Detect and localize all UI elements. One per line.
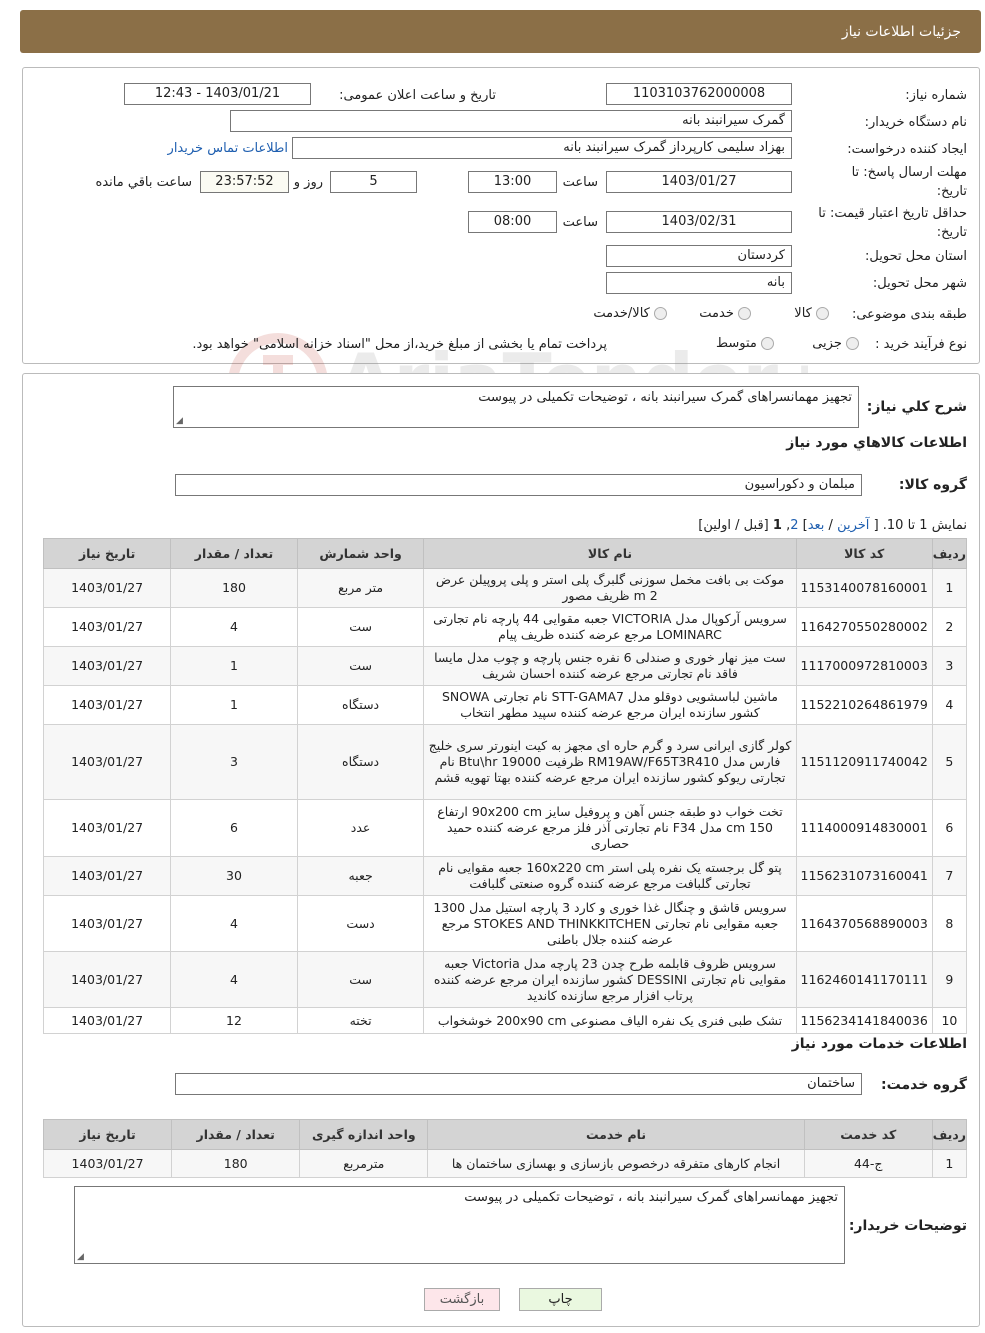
col-code: کد کالا [796, 539, 932, 569]
cell-code: ج-44 [804, 1150, 932, 1178]
col-quantity: تعداد / مقدار [171, 539, 297, 569]
cell-date: 1403/01/27 [44, 857, 171, 896]
buyer-label: نام دستگاه خریدار: [864, 115, 967, 130]
cell-quantity: 4 [171, 952, 297, 1008]
deadline-time-field: 13:00 [468, 171, 557, 193]
validity-date-field: 1403/02/31 [606, 211, 792, 233]
description-label: شرح کلي نياز: [866, 399, 967, 415]
cell-code: 1117000972810003 [796, 647, 932, 686]
table-row [44, 686, 967, 725]
back-button[interactable]: بازگشت [424, 1288, 500, 1311]
radio-icon[interactable] [738, 307, 751, 320]
category-label: طبقه بندی موضوعی: [851, 307, 967, 322]
pagination: نمایش 1 تا 10. [ آخرین / بعد] 2, 1 [قبل / اولین] [698, 518, 967, 533]
goods-table [43, 538, 967, 1034]
cell-name: سرویس قاشق و چنگال غذا خوری و کارد 3 پارچه استیل مدل 1300 جعبه مقوایی نام تجارتی STOKES AND THINKKITCHEN مرجع عرضه کننده جلال باطنی [424, 896, 796, 952]
process-option-medium[interactable]: متوسط [716, 336, 774, 351]
page-title: جزئیات اطلاعات نیاز [841, 23, 961, 40]
cell-code: 1156231073160041 [796, 857, 932, 896]
table-row [44, 800, 967, 857]
cell-name: تخت خواب دو طبقه جنس آهن و پروفیل سایز 90x200 cm ارتفاع 150 cm مدل F34 نام تجارتی آذر فلز مرجع عرضه کننده حمید حصاری [424, 800, 796, 857]
cell-name: سرویس آرکوپال مدل VICTORIA جعبه مقوایی 44 پارچه نام تجارتی LOMINARC مرجع عرضه کننده ظریف پیام [424, 608, 796, 647]
cell-quantity: 6 [171, 800, 297, 857]
cell-unit: دست [297, 896, 424, 952]
cell-name: ماشین لباسشویی دوقلو مدل STT-GAMA7 نام تجارتی SNOWA کشور سازنده ایران مرجع عرضه کننده سپید مطهر انتخاب [424, 686, 796, 725]
process-label: نوع فرآیند خرید : [875, 337, 967, 352]
services-table [43, 1119, 967, 1178]
cell-row-number: 4 [932, 686, 966, 725]
need-number-label: شماره نیاز: [905, 88, 967, 103]
cell-unit: ست [297, 647, 424, 686]
col-name: نام کالا [424, 539, 796, 569]
table-row [44, 608, 967, 647]
table-row [44, 1008, 967, 1034]
deadline-label-date: تاریخ: [936, 184, 967, 199]
table-row [44, 569, 967, 608]
cell-name: پتو گل برجسته یک نفره پلی استر 160x220 cm جعبه مقوایی نام تجارتی گلبافت مرجع عرضه کننده گروه صنعتی گلبافت [424, 857, 796, 896]
col-row: ردیف [932, 1120, 966, 1150]
category-option-goods-service[interactable]: کالا/خدمت [593, 306, 667, 321]
cell-quantity: 1 [171, 647, 297, 686]
cell-quantity: 4 [171, 896, 297, 952]
col-date: تاریخ نیاز [44, 539, 171, 569]
cell-row-number: 10 [932, 1008, 966, 1034]
validity-hour-label: ساعت [562, 215, 598, 230]
cell-row-number: 1 [932, 1150, 966, 1178]
creator-field: بهزاد سلیمی کارپرداز گمرک سیرانبند بانه [292, 137, 792, 159]
radio-icon[interactable] [816, 307, 829, 320]
cell-name: کولر گازی ایرانی سرد و گرم حاره ای مجهز به کیت اینورتر سری خلیج فارس مدل RM19AW/F65T3R410 ظرفیت Btu\hr 19000 نام تجارتی ریوکو کشور سازنده ایران مرجع عرضه کننده بهتا تهویه قشم [424, 725, 796, 800]
need-number-field: 1103103762000008 [606, 83, 792, 105]
cell-quantity: 180 [171, 569, 297, 608]
cell-quantity: 1 [171, 686, 297, 725]
goods-group-label: گروه کالا: [898, 477, 967, 493]
need-info-panel [22, 67, 980, 364]
cell-row-number: 3 [932, 647, 966, 686]
cell-quantity: 3 [171, 725, 297, 800]
cell-code: 1156234141840036 [796, 1008, 932, 1034]
resize-handle-icon[interactable]: ◢ [77, 1252, 84, 1262]
cell-name: انجام کارهای متفرقه درخصوص بازسازی و بهسازی ساختمان ها [428, 1150, 804, 1178]
goods-section-title: اطلاعات کالاهاي مورد نياز [786, 435, 967, 451]
cell-date: 1403/01/27 [44, 569, 171, 608]
pagination-next[interactable]: بعد [807, 518, 825, 533]
description-field: تجهیز مهمانسراهای گمرک سیرانبند بانه ، توضیحات تکمیلی در پیوست ◢ [173, 386, 859, 428]
cell-row-number: 2 [932, 608, 966, 647]
cell-date: 1403/01/27 [44, 1150, 172, 1178]
cell-date: 1403/01/27 [44, 952, 171, 1008]
cell-row-number: 9 [932, 952, 966, 1008]
cell-unit: دستگاه [297, 725, 424, 800]
province-field: کردستان [606, 245, 792, 267]
validity-label-date: تاریخ: [936, 225, 967, 240]
process-option-minor[interactable]: جزیی [812, 336, 859, 351]
col-date: تاریخ نیاز [44, 1120, 172, 1150]
deadline-hour-label: ساعت [562, 175, 598, 190]
col-unit: واحد شمارش [297, 539, 424, 569]
creator-label: ایجاد کننده درخواست: [847, 142, 967, 157]
validity-label: حداقل تاریخ اعتبار قیمت: تا [818, 206, 967, 221]
cell-code: 1114000914830001 [796, 800, 932, 857]
table-row [44, 725, 967, 800]
goods-group-field: مبلمان و دکوراسیون [175, 474, 862, 496]
cell-unit: متر مربع [297, 569, 424, 608]
deadline-date-field: 1403/01/27 [606, 171, 792, 193]
services-section-title: اطلاعات خدمات مورد نياز [791, 1036, 967, 1052]
category-option-goods[interactable]: کالا [794, 306, 829, 321]
cell-unit: مترمربع [300, 1150, 428, 1178]
cell-row-number: 5 [932, 725, 966, 800]
table-row [44, 857, 967, 896]
cell-unit: ست [297, 952, 424, 1008]
col-measure-unit: واحد اندازه گیری [300, 1120, 428, 1150]
cell-code: 1164370568890003 [796, 896, 932, 952]
buyer-notes-label: توضیحات خریدار: [848, 1218, 967, 1234]
city-label: شهر محل تحویل: [872, 276, 967, 291]
goods-table-header [44, 539, 967, 569]
cell-name: سرویس ظروف قابلمه طرح چدن 23 پارچه مدل Victoria جعبه مقوایی نام تجارتی DESSINI کشور سازنده ایران مرجع عرضه کننده پرتاب افزار مرجع سازنده کاندید [424, 952, 796, 1008]
cell-unit: عدد [297, 800, 424, 857]
pagination-current-page: 1 [772, 518, 782, 533]
cell-name: تشک طبی فنری یک نفره الیاف مصنوعی 200x90 cm خوشخواب [424, 1008, 796, 1034]
remaining-label: ساعت باقي مانده [95, 175, 192, 190]
cell-date: 1403/01/27 [44, 1008, 171, 1034]
cell-code: 1153140078160001 [796, 569, 932, 608]
pagination-prev-first: [قبل / اولین] [698, 518, 769, 533]
print-button[interactable]: چاپ [519, 1288, 602, 1311]
buyer-notes-field: تجهیز مهمانسراهای گمرک سیرانبند بانه ، توضیحات تکمیلی در پیوست ◢ [74, 1186, 845, 1264]
table-row [44, 647, 967, 686]
announce-label: تاریخ و ساعت اعلان عمومی: [339, 88, 496, 103]
days-field: 5 [330, 171, 417, 193]
cell-code: 1162460141170111 [796, 952, 932, 1008]
need-details-panel [22, 373, 980, 1327]
cell-unit: تخته [297, 1008, 424, 1034]
cell-date: 1403/01/27 [44, 896, 171, 952]
table-row [44, 1150, 967, 1178]
remaining-time-field: 23:57:52 [200, 171, 289, 193]
buyer-field: گمرک سیرانبند بانه [230, 110, 792, 132]
cell-name: موکت بی بافت مخمل سوزنی گلبرگ پلی استر و پلی پروپیلن عرض m 2 ظریف مصور [424, 569, 796, 608]
col-service-code: کد خدمت [804, 1120, 932, 1150]
col-quantity: تعداد / مقدار [172, 1120, 300, 1150]
page-header [20, 10, 981, 53]
cell-code: 1151120911740042 [796, 725, 932, 800]
radio-icon[interactable] [654, 307, 667, 320]
cell-code: 1152210264861979 [796, 686, 932, 725]
cell-quantity: 30 [171, 857, 297, 896]
resize-handle-icon[interactable]: ◢ [176, 416, 183, 426]
category-option-service[interactable]: خدمت [699, 306, 751, 321]
validity-time-field: 08:00 [468, 211, 557, 233]
table-row [44, 896, 967, 952]
buyer-contact-link[interactable]: اطلاعات تماس خریدار [167, 141, 288, 156]
cell-unit: ست [297, 608, 424, 647]
col-row: ردیف [932, 539, 966, 569]
city-field: بانه [606, 272, 792, 294]
cell-date: 1403/01/27 [44, 800, 171, 857]
pagination-page-2[interactable]: 2 [790, 518, 799, 533]
cell-row-number: 7 [932, 857, 966, 896]
radio-icon[interactable] [761, 337, 774, 350]
cell-unit: دستگاه [297, 686, 424, 725]
services-group-label: گروه خدمت: [881, 1077, 967, 1093]
table-row [44, 952, 967, 1008]
cell-code: 1164270550280002 [796, 608, 932, 647]
services-table-header [44, 1120, 967, 1150]
deadline-label: مهلت ارسال پاسخ: تا [851, 165, 967, 180]
services-group-field: ساختمان [175, 1073, 862, 1095]
cell-date: 1403/01/27 [44, 608, 171, 647]
cell-row-number: 6 [932, 800, 966, 857]
cell-date: 1403/01/27 [44, 725, 171, 800]
col-service-name: نام خدمت [428, 1120, 804, 1150]
cell-quantity: 180 [172, 1150, 300, 1178]
pagination-last[interactable]: آخرین [837, 518, 870, 533]
days-label: روز و [293, 175, 323, 190]
cell-date: 1403/01/27 [44, 647, 171, 686]
cell-unit: جعبه [297, 857, 424, 896]
cell-date: 1403/01/27 [44, 686, 171, 725]
cell-name: ست میز نهار خوری و صندلی 6 نفره جنس پارچه و چوب مدل مایسا فاقد نام تجارتی مرجع عرضه کننده احسان شریف [424, 647, 796, 686]
announce-datetime-field: 1403/01/21 - 12:43 [124, 83, 311, 105]
process-note: پرداخت تمام یا بخشی از مبلغ خرید،از محل "اسناد خزانه اسلامی" خواهد بود. [192, 337, 607, 352]
province-label: استان محل تحویل: [865, 249, 967, 264]
cell-quantity: 4 [171, 608, 297, 647]
cell-quantity: 12 [171, 1008, 297, 1034]
radio-icon[interactable] [846, 337, 859, 350]
cell-row-number: 1 [932, 569, 966, 608]
cell-row-number: 8 [932, 896, 966, 952]
